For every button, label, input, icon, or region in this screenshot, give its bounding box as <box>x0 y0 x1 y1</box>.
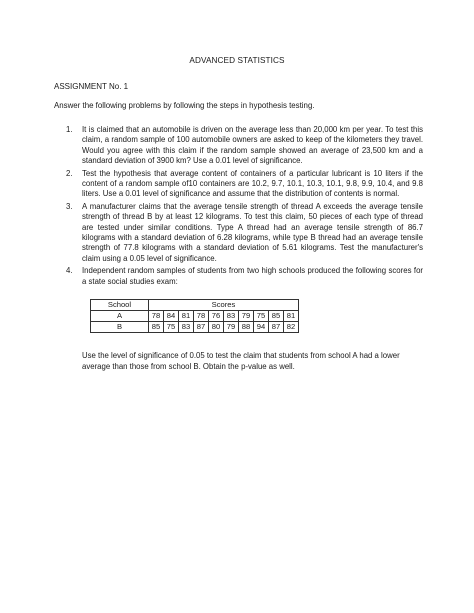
document-title: ADVANCED STATISTICS <box>189 56 285 65</box>
score-cell: 82 <box>284 322 299 333</box>
problem-4-closing-text: Use the level of significance of 0.05 to test the claim that students from school A had a lower average than those from school B. Obtain the p-value as well. <box>82 351 400 371</box>
score-cell: 84 <box>164 311 179 322</box>
score-cell: 79 <box>239 311 254 322</box>
score-cell: 83 <box>179 322 194 333</box>
school-cell: A <box>91 311 149 322</box>
instructions-text: Answer the following problems by following the steps in hypothesis testing. <box>54 101 315 110</box>
table-header-row <box>91 300 299 311</box>
score-cell: 87 <box>194 322 209 333</box>
school-cell: B <box>91 322 149 333</box>
score-cell: 83 <box>224 311 239 322</box>
assignment-heading: ASSIGNMENT No. 1 <box>54 82 129 91</box>
score-cell: 88 <box>239 322 254 333</box>
score-cell: 78 <box>194 311 209 322</box>
problem-item-1 <box>54 125 423 167</box>
table-row <box>91 322 299 333</box>
score-cell: 85 <box>149 322 164 333</box>
scores-table <box>90 299 299 333</box>
problem-number: 3. <box>66 201 73 211</box>
score-cell: 78 <box>149 311 164 322</box>
problem-number: 2. <box>66 168 73 178</box>
problem-item-4 <box>54 266 423 372</box>
problem-item-3 <box>54 202 423 264</box>
problem-text: Test the hypothesis that average content of containers of a particular lubricant is 10 liters if the content of a random sample of10 containers are 10.2, 9.7, 10.1, 10.3, 10.1, 9.8, 9.9, 10.4, and 9.8 liters. Use a 0.01 level of significance and assume that the distribution of contents is normal. <box>82 168 423 199</box>
problem-text: Independent random samples of students from two high schools produced the following scores for a state social studies exam: <box>82 266 423 286</box>
scores-column-header: Scores <box>149 300 299 311</box>
score-cell: 81 <box>284 311 299 322</box>
problem-text: A manufacturer claims that the average tensile strength of thread A exceeds the average tensile strength of thread B by at least 12 kilograms. To test this claim, 50 pieces of each type of thread are tested under similar conditions. Type A thread had an average tensile strength of 86.7 kilograms with a standard deviation of 6.28 kilograms, while type B thread had an average tensile strength of 77.8 kilograms with a standard deviation of 5.61 kilograms. Test the manufacturer's claim using a 0.05 level of significance. <box>82 201 423 263</box>
score-cell: 85 <box>269 311 284 322</box>
score-cell: 79 <box>224 322 239 333</box>
score-cell: 94 <box>254 322 269 333</box>
score-cell: 81 <box>179 311 194 322</box>
score-cell: 87 <box>269 322 284 333</box>
table-row <box>91 311 299 322</box>
score-cell: 75 <box>164 322 179 333</box>
problem-number: 1. <box>66 125 73 134</box>
problem-number: 4. <box>66 266 73 276</box>
problem-list <box>54 125 423 374</box>
school-column-header: School <box>91 300 149 311</box>
score-cell: 76 <box>209 311 224 322</box>
score-cell: 75 <box>254 311 269 322</box>
problem-text: It is claimed that an automobile is driven on the average less than 20,000 km per year. To test this claim, a random sample of 100 automobile owners are asked to keep of the kilometers they travel. Would you agree with this claim if the random sample showed an average of 23,500 km and a standard deviation of 3900 km? Use a 0.01 level of significance. <box>82 125 423 166</box>
problem-item-2 <box>54 169 423 200</box>
score-cell: 80 <box>209 322 224 333</box>
